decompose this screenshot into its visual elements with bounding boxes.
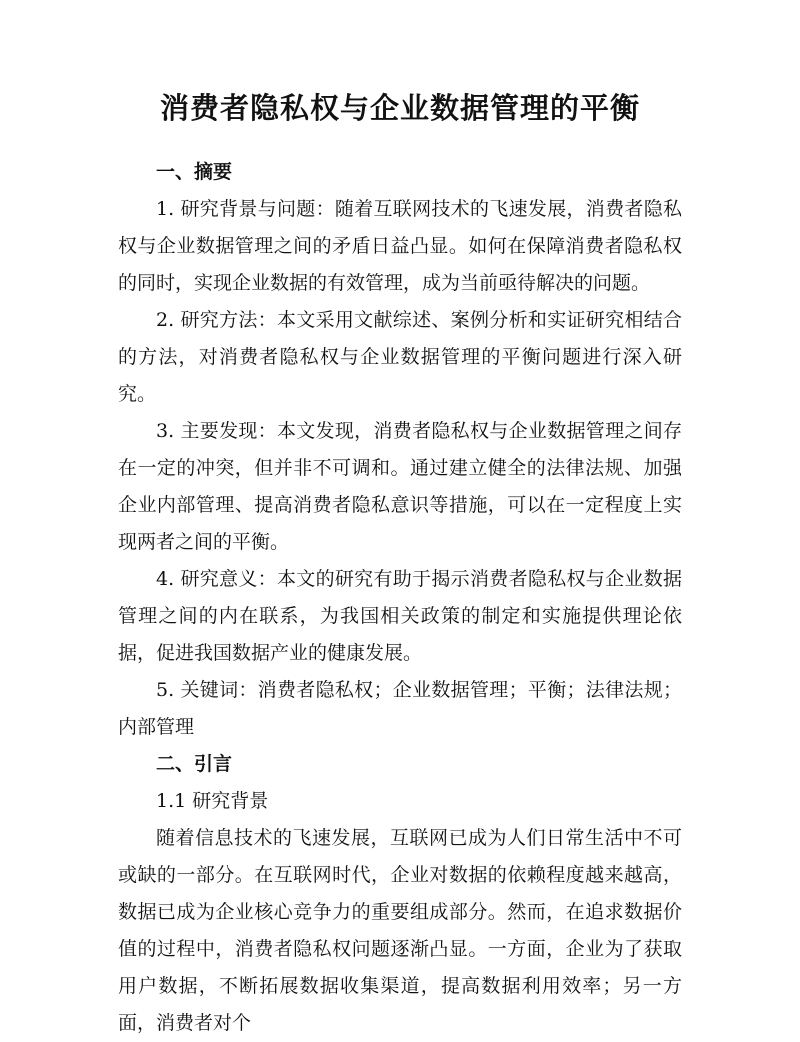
- abstract-item-background: 1. 研究背景与问题：随着互联网技术的飞速发展，消费者隐私权与企业数据管理之间的矛盾日益凸显。如何在保障消费者隐私权的同时，实现企业数据的有效管理，成为当前亟待解决的问题。: [118, 198, 682, 294]
- section-heading-introduction: 二、引言: [156, 753, 233, 775]
- subsection-heading-background: 1.1 研究背景: [156, 790, 269, 812]
- abstract-item-findings: 3. 主要发现：本文发现，消费者隐私权与企业数据管理之间存在一定的冲突，但并非不可调和。通过建立健全的法律法规、加强企业内部管理、提高消费者隐私意识等措施，可以在一定程度上实现两者之间的平衡。: [118, 420, 682, 553]
- introduction-paragraph: 随着信息技术的飞速发展，互联网已成为人们日常生活中不可或缺的一部分。在互联网时代，企业对数据的依赖程度越来越高，数据已成为企业核心竞争力的重要组成部分。然而，在追求数据价值的过程中，消费者隐私权问题逐渐凸显。一方面，企业为了获取用户数据，不断拓展数据收集渠道，提高数据利用效率；另一方面，消费者对个: [118, 827, 682, 1034]
- section-heading-abstract: 一、摘要: [156, 161, 233, 183]
- document-title: 消费者隐私权与企业数据管理的平衡: [159, 91, 640, 125]
- abstract-item-significance: 4. 研究意义：本文的研究有助于揭示消费者隐私权与企业数据管理之间的内在联系，为我国相关政策的制定和实施提供理论依据，促进我国数据产业的健康发展。: [118, 568, 682, 664]
- abstract-item-keywords: 5. 关键词：消费者隐私权；企业数据管理；平衡；法律法规；内部管理: [118, 679, 682, 738]
- abstract-item-method: 2. 研究方法：本文采用文献综述、案例分析和实证研究相结合的方法，对消费者隐私权与企业数据管理的平衡问题进行深入研究。: [118, 309, 682, 405]
